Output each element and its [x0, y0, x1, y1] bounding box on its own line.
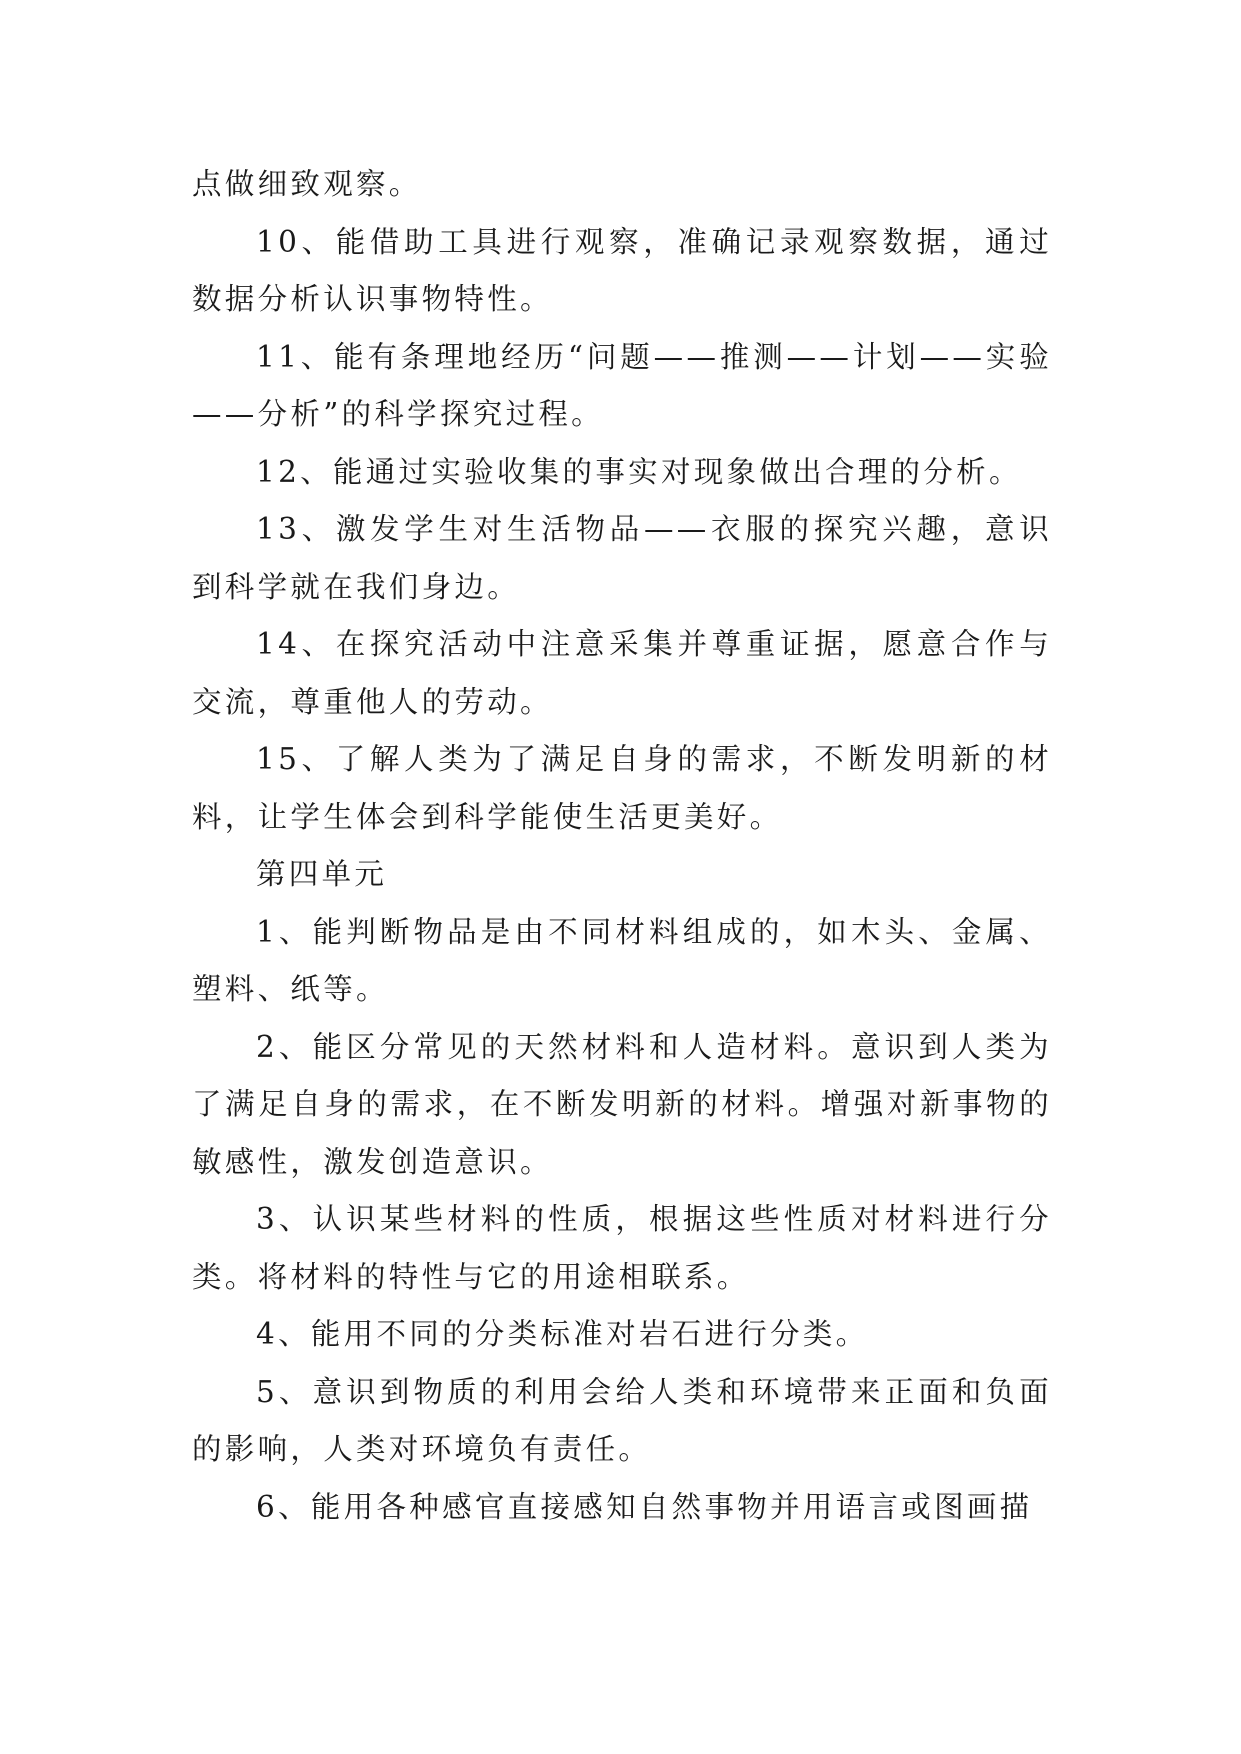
paragraph-item-14: 14、在探究活动中注意采集并尊重证据，愿意合作与交流，尊重他人的劳动。 — [192, 627, 1052, 719]
paragraph-item-6: 6、能用各种感官直接感知自然事物并用语言或图画描 — [256, 1489, 1033, 1524]
paragraph-item-4: 4、能用不同的分类标准对岩石进行分类。 — [256, 1317, 869, 1351]
paragraph-item-12: 12、能通过实验收集的事实对现象做出合理的分析。 — [256, 454, 1022, 489]
paragraph-item-1: 1、能判断物品是由不同材料组成的，如木头、金属、塑料、纸等。 — [192, 914, 1052, 1006]
paragraph-item-11: 11、能有条理地经历“问题——推测——计划——实验——分析”的科学探究过程。 — [192, 339, 1052, 431]
paragraph-item-2: 2、能区分常见的天然材料和人造材料。意识到人类为了满足自身的需求，在不断发明新的材料。增强对新事物的敏感性，激发创造意识。 — [192, 1029, 1052, 1179]
paragraph-item-10: 10、能借助工具进行观察，准确记录观察数据，通过数据分析认识事物特性。 — [192, 224, 1052, 316]
paragraph-continuation: 点做细致观察。 — [192, 167, 422, 201]
paragraph-item-3: 3、认识某些材料的性质，根据这些性质对材料进行分类。将材料的特性与它的用途相联系。 — [192, 1202, 1052, 1294]
paragraph-item-13: 13、激发学生对生活物品——衣服的探究兴趣，意识到科学就在我们身边。 — [192, 512, 1052, 604]
document-body — [192, 156, 1052, 1536]
paragraph-item-5: 5、意识到物质的利用会给人类和环境带来正面和负面的影响，人类对环境负有责任。 — [192, 1374, 1052, 1466]
paragraph-item-15: 15、了解人类为了满足自身的需求，不断发明新的材料，让学生体会到科学能使生活更美好。 — [192, 742, 1052, 834]
section-heading-unit-4: 第四单元 — [256, 857, 388, 891]
